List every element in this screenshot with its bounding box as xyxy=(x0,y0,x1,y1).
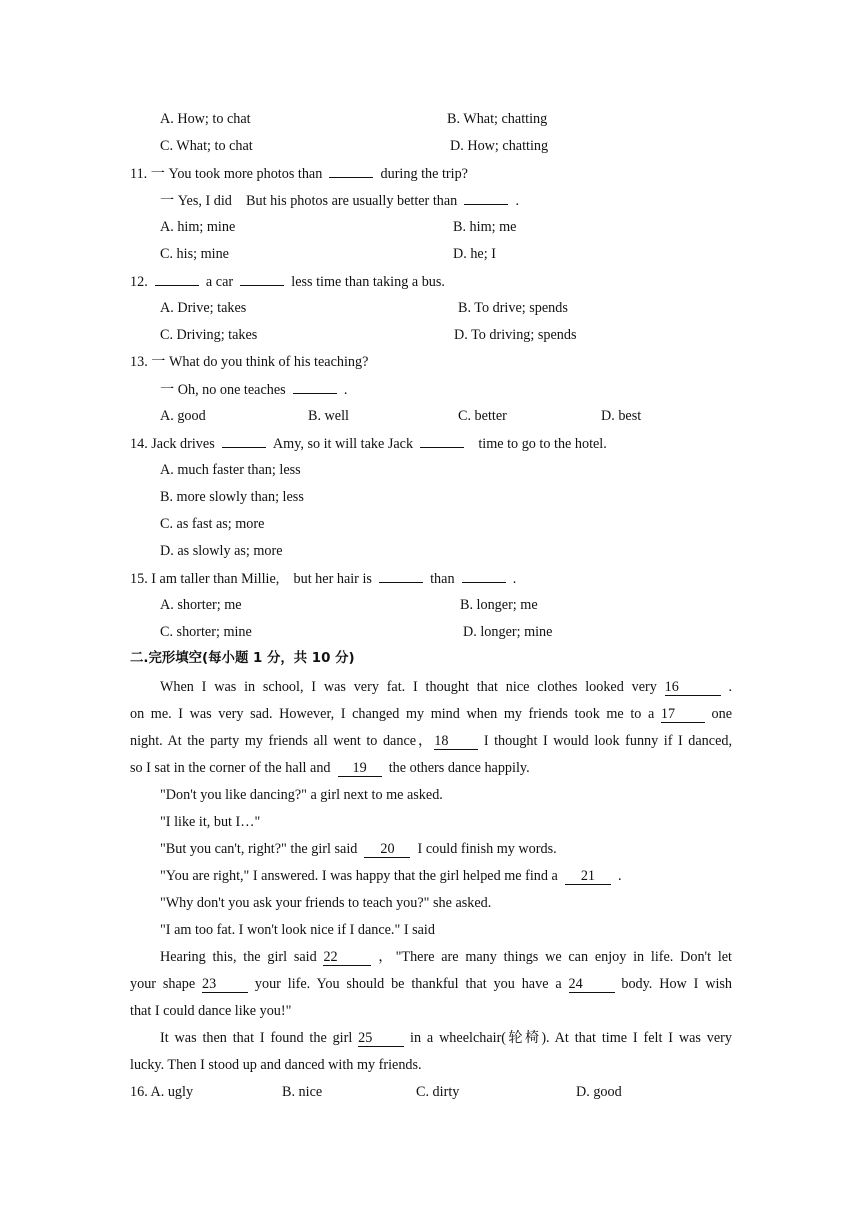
q13-option-d: D. best xyxy=(601,408,642,424)
passage-line: night. At the party my friends all went to dance，18 I thought I would look funny if I danced, xyxy=(130,733,733,749)
q14-option-d: D. as slowly as; more xyxy=(160,543,283,559)
q11-stem: 11. 一 You took more photos than during the trip? xyxy=(130,166,468,182)
q10-option-c: C. What; to chat xyxy=(160,138,253,154)
passage-line: lucky. Then I stood up and danced with my friends. xyxy=(130,1057,422,1073)
cloze-blank-18: 18 xyxy=(434,734,478,750)
q13-stem: 13. 一 What do you think of his teaching? xyxy=(130,354,369,370)
q12-option-c: C. Driving; takes xyxy=(160,327,258,343)
passage-line: "You are right," I answered. I was happy that the girl helped me find a 21 . xyxy=(160,868,622,884)
cloze-blank-21: 21 xyxy=(565,869,611,885)
q16-option-b: B. nice xyxy=(282,1084,323,1100)
q16-option-d: D. good xyxy=(576,1084,622,1100)
passage-line: "Why don't you ask your friends to teach you?" she asked. xyxy=(160,895,492,911)
passage-line: so I sat in the corner of the hall and 19 the others dance happily. xyxy=(130,760,530,776)
q14-option-a: A. much faster than; less xyxy=(160,462,301,478)
section-heading: 二.完形填空(每小题 1 分，共 10 分) xyxy=(130,651,355,666)
q12-option-b: B. To drive; spends xyxy=(458,300,568,316)
q16-option-c: C. dirty xyxy=(416,1084,460,1100)
q15-option-c: C. shorter; mine xyxy=(160,624,252,640)
q13-option-c: C. better xyxy=(458,408,507,424)
q12-option-a: A. Drive; takes xyxy=(160,300,247,316)
answer-blank xyxy=(222,434,266,448)
q16-option-a: 16. A. ugly xyxy=(130,1084,194,1100)
passage-line: "I like it, but I…" xyxy=(160,814,261,830)
q15-option-b: B. longer; me xyxy=(460,597,538,613)
q10-option-b: B. What; chatting xyxy=(447,111,548,127)
answer-blank xyxy=(420,434,464,448)
q11-option-a: A. him; mine xyxy=(160,219,236,235)
passage-line: Hearing this, the girl said 22 ，"There are many things we can enjoy in life. Don't let xyxy=(160,949,732,965)
answer-blank xyxy=(329,164,373,178)
cloze-blank-25: 25 xyxy=(358,1031,404,1047)
q11-reply: 一 Yes, I did But his photos are usually better than . xyxy=(160,193,519,209)
cloze-blank-16: 16 xyxy=(665,680,721,696)
answer-blank xyxy=(379,569,423,583)
q15-option-d: D. longer; mine xyxy=(463,624,553,640)
q13-reply: 一 Oh, no one teaches . xyxy=(160,382,348,398)
cloze-blank-23: 23 xyxy=(202,977,248,993)
answer-blank xyxy=(293,380,337,394)
answer-blank xyxy=(462,569,506,583)
q15-stem: 15. I am taller than Millie, but her hair is than . xyxy=(130,571,517,587)
q15-option-a: A. shorter; me xyxy=(160,597,242,613)
answer-blank xyxy=(155,272,199,286)
q14-stem: 14. Jack drives Amy, so it will take Jack time to go to the hotel. xyxy=(130,436,607,452)
q10-option-d: D. How; chatting xyxy=(450,138,549,154)
passage-line: When I was in school, I was very fat. I thought that nice clothes looked very 16 . xyxy=(160,679,733,695)
cloze-blank-19: 19 xyxy=(338,761,382,777)
passage-line: It was then that I found the girl 25 in a wheelchair(轮椅). At that time I felt I was very xyxy=(160,1030,732,1046)
answer-blank xyxy=(464,191,508,205)
q14-option-b: B. more slowly than; less xyxy=(160,489,304,505)
passage-line: on me. I was very sad. However, I changed my mind when my friends took me to a 17 one xyxy=(130,706,732,722)
passage-line: "Don't you like dancing?" a girl next to me asked. xyxy=(160,787,443,803)
cloze-blank-20: 20 xyxy=(364,842,410,858)
q11-option-d: D. he; I xyxy=(453,246,496,262)
passage-line: "But you can't, right?" the girl said 20 I could finish my words. xyxy=(160,841,557,857)
q13-option-a: A. good xyxy=(160,408,206,424)
q10-option-a: A. How; to chat xyxy=(160,111,251,127)
cloze-blank-17: 17 xyxy=(661,707,705,723)
passage-line: your shape 23 your life. You should be thankful that you have a 24 body. How I wish xyxy=(130,976,733,992)
q13-option-b: B. well xyxy=(308,408,349,424)
passage-line: "I am too fat. I won't look nice if I dance." I said xyxy=(160,922,435,938)
cloze-blank-24: 24 xyxy=(569,977,615,993)
cloze-blank-22: 22 xyxy=(323,950,371,966)
q11-option-b: B. him; me xyxy=(453,219,517,235)
q12-option-d: D. To driving; spends xyxy=(454,327,577,343)
passage-line: that I could dance like you!" xyxy=(130,1003,292,1019)
q14-option-c: C. as fast as; more xyxy=(160,516,265,532)
q11-option-c: C. his; mine xyxy=(160,246,229,262)
answer-blank xyxy=(240,272,284,286)
q12-stem: 12. a car less time than taking a bus. xyxy=(130,274,445,290)
